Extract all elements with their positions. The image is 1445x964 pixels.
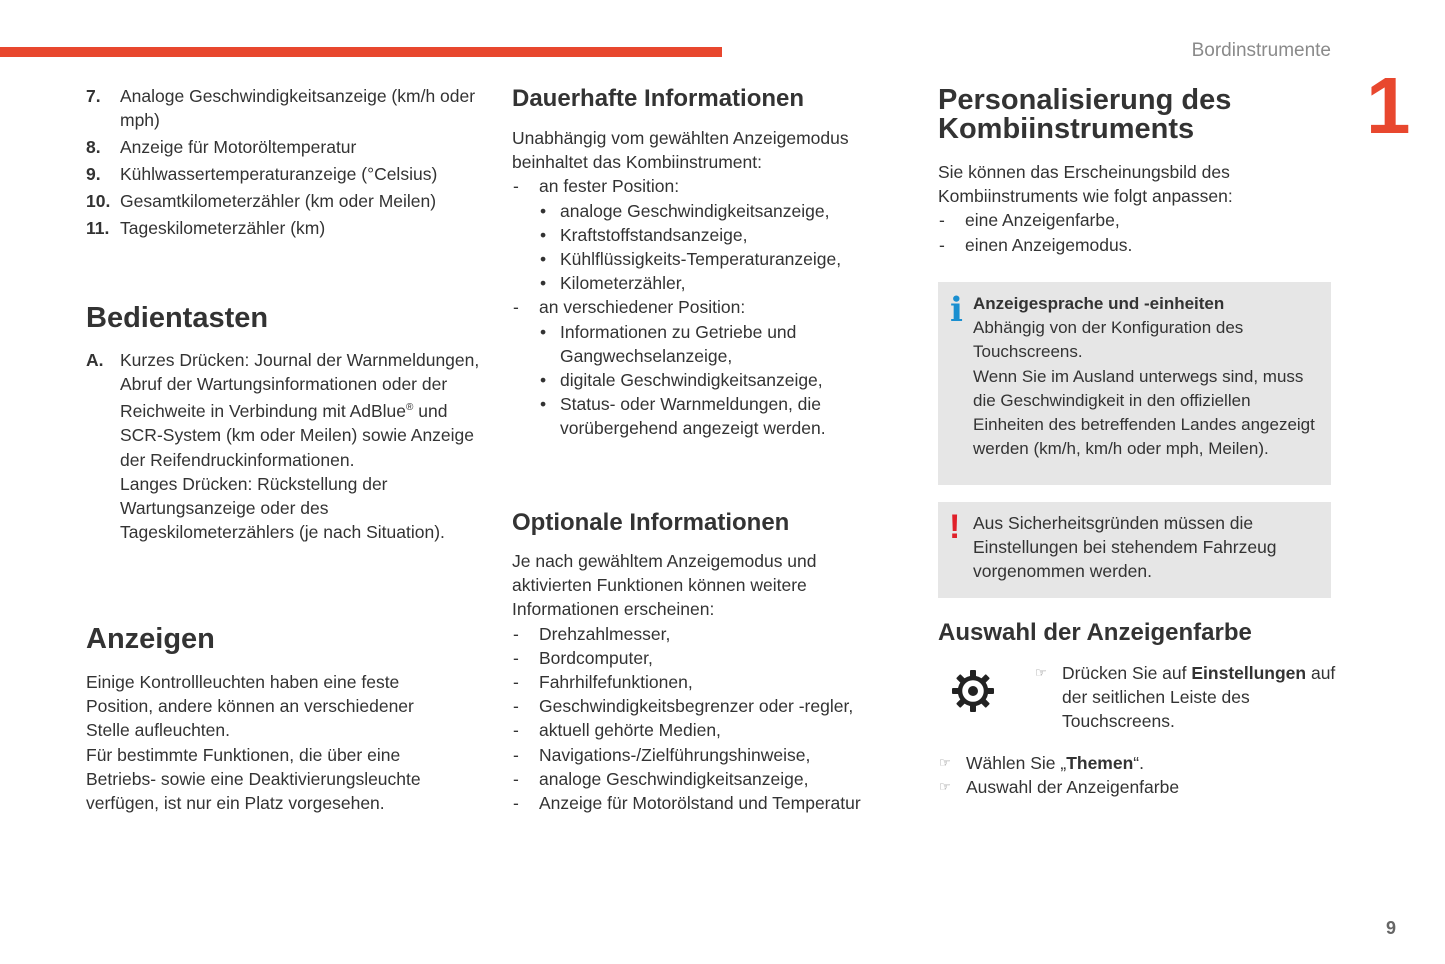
- list-item: - Geschwindigkeitsbegrenzer oder -regler,: [512, 694, 907, 718]
- legend-item: 7. Analoge Geschwindigkeitsanzeige (km/h oder mph): [86, 86, 476, 131]
- control-a-description: A. Kurzes Drücken: Journal der Warnmeldungen, Abruf der Wartungsinformationen oder der Reichweite in Verbindung mit AdBlue® und SCR-System (km oder Meilen) sowie Anzeige der Reifendruckinformationen. Langes Drücken: Rückstellung der Wartungsanzeige oder des Tageskilometerzählers (je nach Situation).: [86, 350, 480, 543]
- list-item: • Kühlflüssigkeits-Temperaturanzeige,: [512, 247, 907, 271]
- step-themen: ☞ Wählen Sie „Themen“.: [939, 751, 1356, 775]
- list-item: • Kraftstoffstandsanzeige,: [512, 223, 907, 247]
- optionale-content: Je nach gewähltem Anzeigemodus und aktivierten Funktionen können weitere Informationen erscheinen: - Drehzahlmesser, - Bordcomputer, - Fahrhilfefunktionen, - Geschwindigkeitsbegrenzer oder -regler, - aktuell gehörte Medien, - Navigations-/Zielführungshinweise, - analoge Geschwindigkeitsanzeige, - Anzeige für Motorölstand und Temperatur: [512, 549, 907, 815]
- list-item: - analoge Geschwindigkeitsanzeige,: [512, 767, 907, 791]
- list-item: - Anzeige für Motorölstand und Temperatur: [512, 791, 907, 815]
- heading-auswahl-farbe: Auswahl der Anzeigenfarbe: [938, 619, 1252, 646]
- fixed-position-list: [512, 199, 907, 296]
- personalisierung-content: Sie können das Erscheinungsbild des Kombiinstruments wie folgt anpassen: - eine Anzeigenfarbe, - einen Anzeigemodus.: [938, 160, 1333, 257]
- step-auswahl: ☞ Auswahl der Anzeigenfarbe: [939, 775, 1356, 799]
- warning-box: [938, 502, 1331, 598]
- list-item: - einen Anzeigemodus.: [938, 233, 1333, 257]
- list-item: • digitale Geschwindigkeitsanzeige,: [512, 368, 842, 392]
- variable-position-list: [512, 320, 842, 441]
- heading-bedientasten: Bedientasten: [86, 302, 269, 334]
- column-left: [86, 0, 481, 814]
- legend-item: 10. Gesamtkilometerzähler (km oder Meilen): [86, 191, 437, 212]
- list-item: • analoge Geschwindigkeitsanzeige,: [512, 199, 907, 223]
- list-item: • Informationen zu Getriebe und Gangwechselanzeige,: [512, 320, 842, 368]
- list-item: - Navigations-/Zielführungshinweise,: [512, 743, 907, 767]
- personalisierung-list: [938, 208, 1333, 256]
- heading-personalisierung: Personalisierung des Kombiinstruments: [938, 84, 1232, 145]
- step-einstellungen: ☞ Drücken Sie auf Einstellungen auf der seitlichen Leiste des Touchscreens.: [1035, 663, 1336, 732]
- anzeigen-paragraph: Einige Kontrollleuchten haben eine feste Position, andere können an verschiedener Stelle aufleuchten. Für bestimmte Funktionen, die über eine Betriebs- sowie eine Deaktivierungsleuchte verfügen, ist nur ein Platz vorgesehen.: [86, 672, 421, 814]
- list-item: - aktuell gehörte Medien,: [512, 718, 907, 742]
- list-item: • Status- oder Warnmeldungen, die vorübergehend angezeigt werden.: [512, 392, 842, 440]
- legend-item: 11. Tageskilometerzähler (km): [86, 218, 326, 239]
- dauerhafte-list: [512, 174, 907, 198]
- heading-anzeigen: Anzeigen: [86, 623, 215, 655]
- warning-text: Aus Sicherheitsgründen müssen die Einstellungen bei stehendem Fahrzeug vorgenommen werden.: [973, 513, 1277, 582]
- dauerhafte-content: Unabhängig vom gewählten Anzeigemodus beinhaltet das Kombiinstrument: - an fester Position: • analoge Geschwindigkeitsanzeige, • Kraftstoffstandsanzeige, • Kühlflüssigkeits-Temperaturanzeige, • Kilometerzähler, - an verschiedener Position: • Informationen zu Getriebe und Gangwechselanzeige, • digitale Geschwindigkeitsanzeige, • Status- oder Warnmeldungen, die vorübergehend angezeigt werden.: [512, 126, 907, 441]
- info-box: [938, 282, 1331, 485]
- gear-icon: [950, 668, 996, 714]
- heading-dauerhafte: Dauerhafte Informationen: [512, 85, 805, 112]
- list-item: - Drehzahlmesser,: [512, 622, 907, 646]
- page-number: 9: [1386, 918, 1397, 938]
- list-item: - eine Anzeigenfarbe,: [938, 208, 1333, 232]
- list-item: - an verschiedener Position:: [512, 295, 907, 319]
- legend-item: 8. Anzeige für Motoröltemperatur: [86, 137, 357, 158]
- optional-list: [512, 622, 907, 816]
- chapter-number: 1: [1366, 61, 1411, 150]
- warning-icon: !: [949, 508, 961, 546]
- pointing-hand-icon: ☞: [939, 779, 951, 794]
- list-item: - Fahrhilfefunktionen,: [512, 670, 907, 694]
- list-item: - an fester Position:: [512, 174, 907, 198]
- pointing-hand-icon: ☞: [1035, 665, 1047, 680]
- list-item: • Kilometerzähler,: [512, 271, 907, 295]
- running-header: Bordinstrumente: [1191, 40, 1331, 61]
- list-item: - Bordcomputer,: [512, 646, 907, 670]
- legend-list: [86, 84, 481, 243]
- info-icon: i: [950, 290, 963, 330]
- legend-item: 9. Kühlwassertemperaturanzeige (°Celsius): [86, 164, 438, 185]
- pointing-hand-icon: ☞: [939, 755, 951, 770]
- heading-optionale: Optionale Informationen: [512, 509, 790, 536]
- info-text: Anzeigesprache und -einheiten Abhängig von der Konfiguration des Touchscreens. Wenn Sie im Ausland unterwegs sind, muss die Geschwindigkeit in den offiziellen Einheiten des betreffenden Landes angezeigt werden (km/h, km/h oder mph, Meilen).: [973, 294, 1315, 459]
